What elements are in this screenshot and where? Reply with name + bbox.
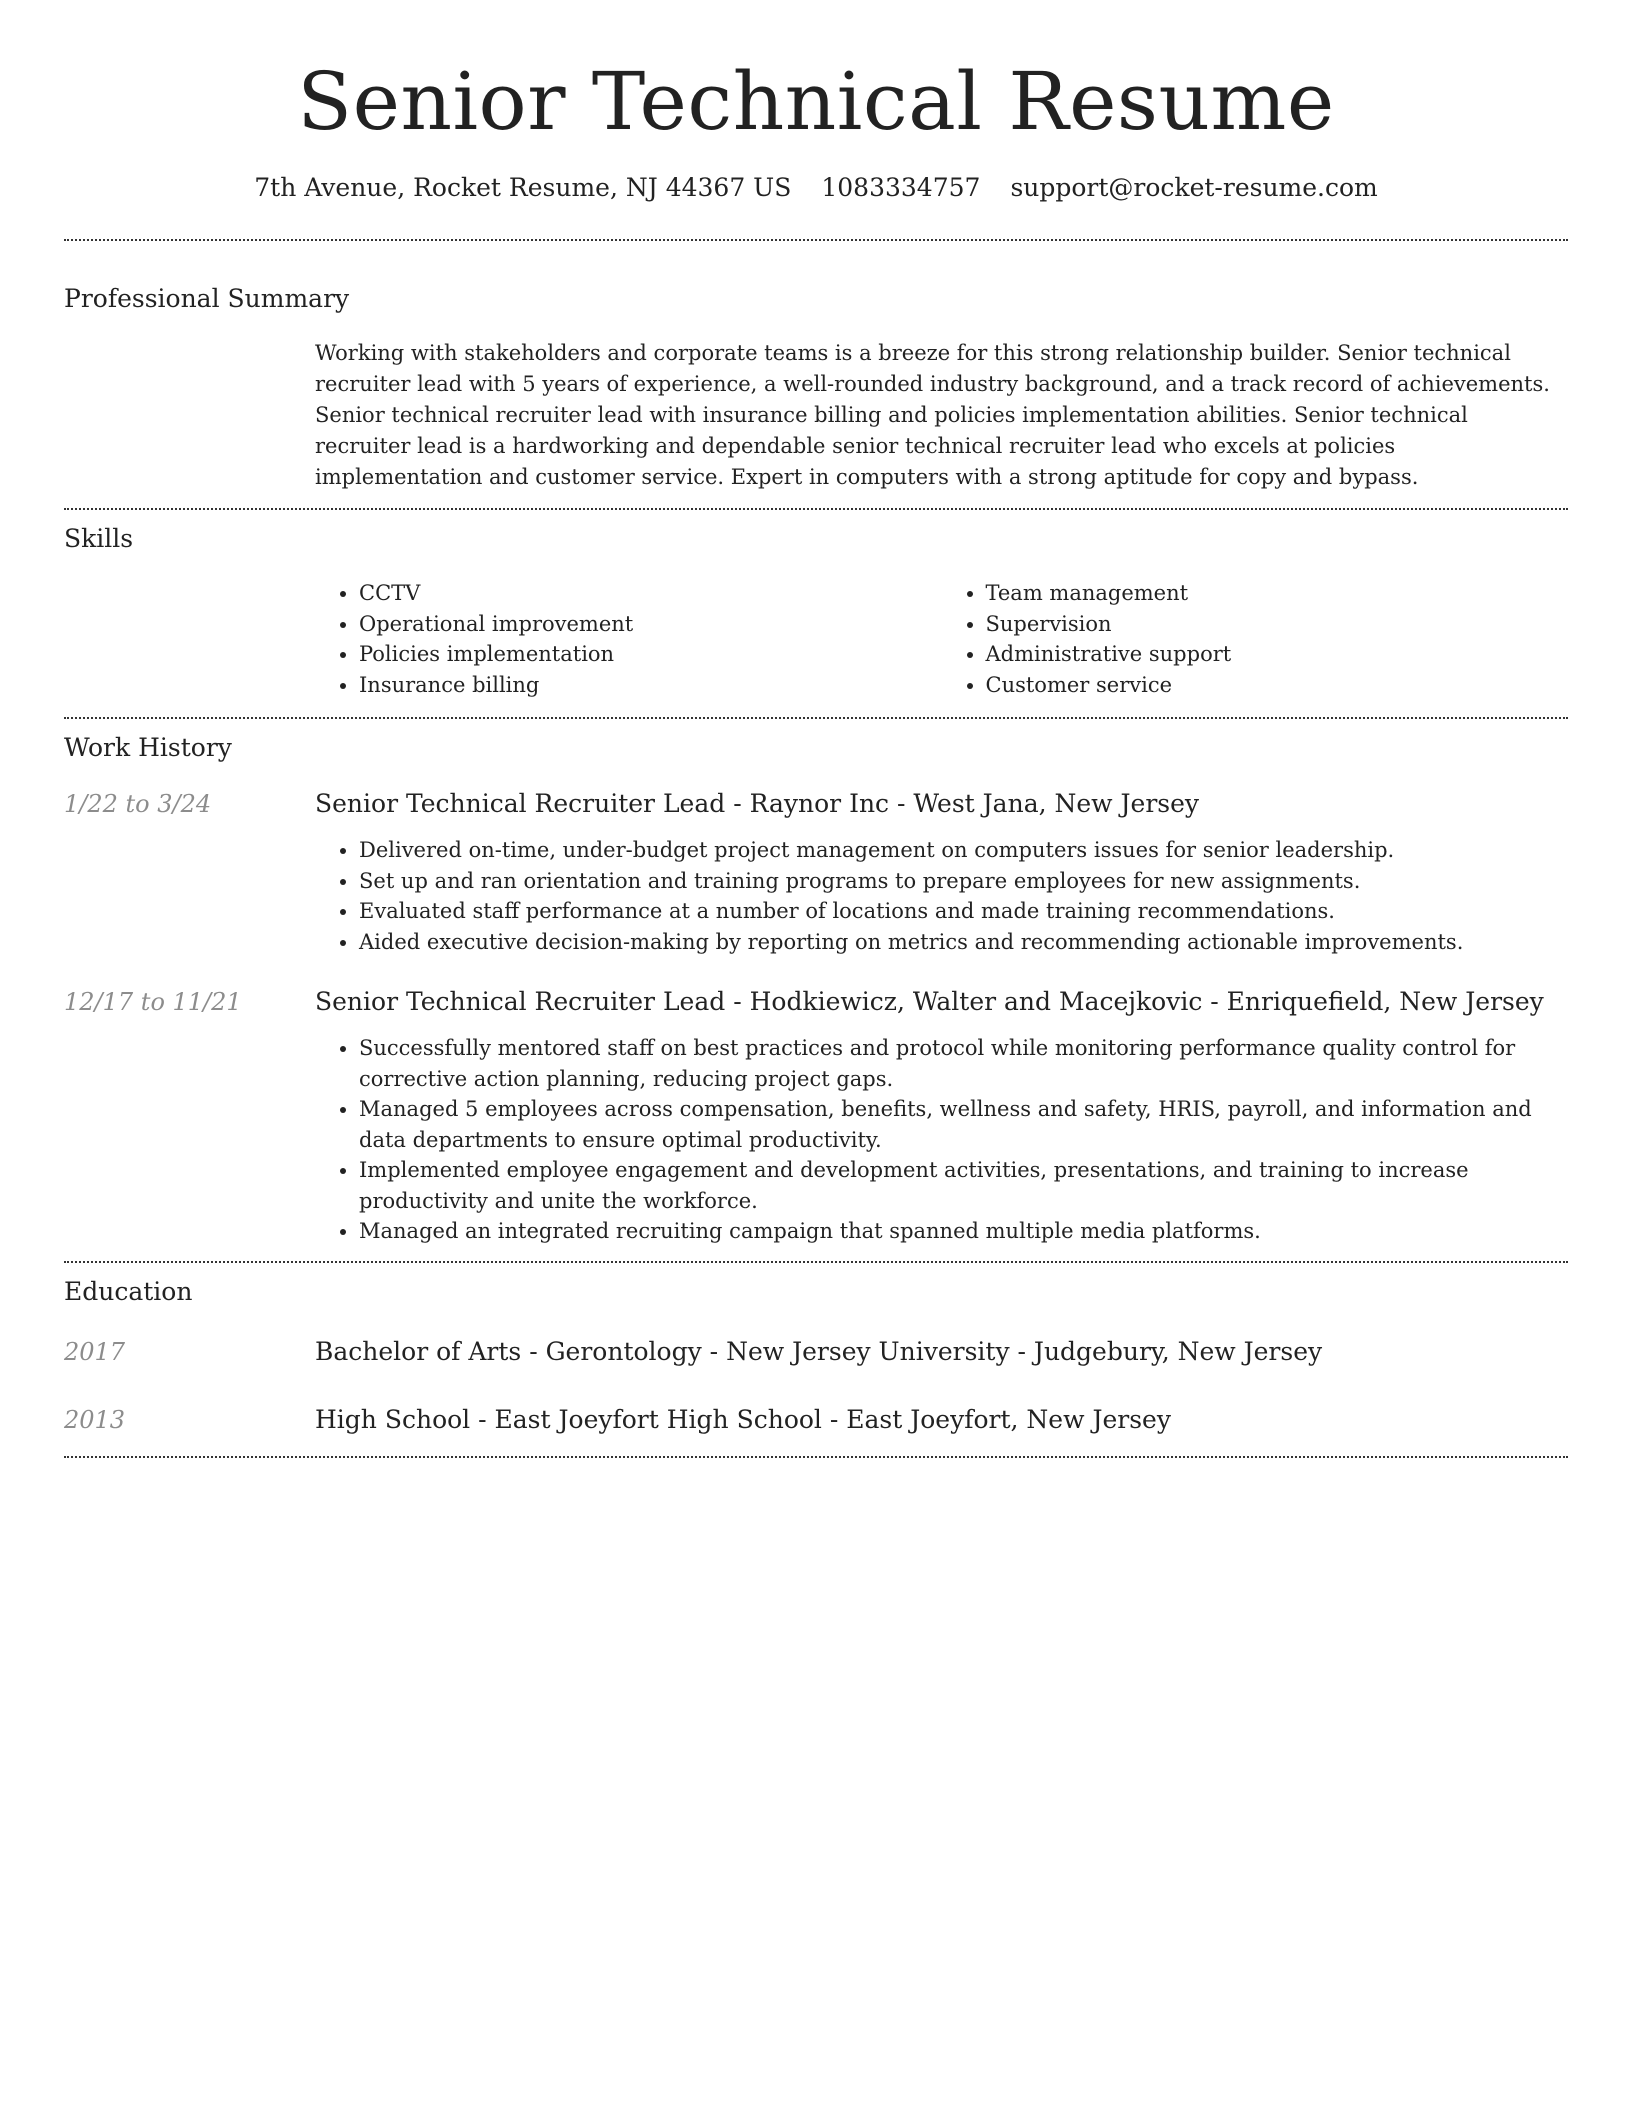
resume-title: Senior Technical Resume [297,55,1335,148]
skill-item: • Insurance billing [359,670,942,701]
education-heading [315,1403,1568,1437]
school-location: - New Jersey University - Judgebury, New Jersey [701,1336,1323,1366]
education-date: 2013 [64,1405,126,1434]
job-details [315,787,1568,957]
school-location: - East Joeyfort High School - East Joeyfort, New Jersey [470,1404,1171,1434]
education-section [64,1275,1568,1437]
section-title: Skills [64,524,134,553]
job-date: 1/22 to 3/24 [64,790,212,818]
divider [64,508,1568,510]
contact-line [64,170,1568,206]
education-date: 2017 [64,1337,126,1366]
section-title: Work History [64,733,232,762]
job-bullet: • Managed an integrated recruiting campaign that spanned multiple media platforms. [359,1216,1568,1247]
education-heading [315,1335,1568,1369]
skills-list-left [315,578,942,700]
divider [64,239,1568,241]
job-bullet: • Managed 5 employees across compensation, benefits, wellness and safety, HRIS, payroll, and information and data departments to ensure optimal productivity. [359,1094,1568,1155]
education-entry [64,1403,1568,1437]
degree: High School [315,1404,471,1434]
job-entry [64,787,1568,957]
education-entry [64,1335,1568,1369]
divider [64,1456,1568,1458]
job-bullet: • Delivered on-time, under-budget project management on computers issues for senior leadership. [359,835,1568,866]
job-heading: Senior Technical Recruiter Lead - Hodkiewicz, Walter and Macejkovic - Enriquefield, New Jersey [315,987,1544,1016]
skill-item: • Team management [986,578,1569,609]
job-heading: Senior Technical Recruiter Lead - Raynor Inc - West Jana, New Jersey [315,789,1200,818]
skill-item: • Administrative support [986,639,1569,670]
skills-section [64,522,1568,700]
skill-item: • Policies implementation [359,639,942,670]
skills-list-right [942,578,1569,700]
skill-item: • Supervision [986,609,1569,640]
skill-item: • CCTV [359,578,942,609]
email: support@rocket-resume.com [1010,173,1378,202]
job-bullet: • Successfully mentored staff on best practices and protocol while monitoring performance quality control for corrective action planning, reducing project gaps. [359,1033,1568,1094]
summary-text: Working with stakeholders and corporate teams is a breeze for this strong relationship builder. Senior technical recruiter lead with 5 years of experience, a well-rounded industry background, and a track record of achievements. Senior technical recruiter lead with insurance billing and policies implementation abilities. Senior technical recruiter lead is a hardworking and dependable senior technical recruiter lead who excels at policies implementation and customer service. Expert in computers with a strong aptitude for copy and bypass. [315,341,1550,489]
degree: Bachelor of Arts - Gerontology [315,1336,702,1366]
divider [64,1261,1568,1263]
section-title: Education [64,1276,193,1306]
job-bullet: • Aided executive decision-making by reporting on metrics and recommending actionable improvements. [359,927,1568,958]
section-title: Professional Summary [64,284,350,313]
skill-item: • Customer service [986,670,1569,701]
job-date: 12/17 to 11/21 [64,988,242,1016]
professional-summary-section [64,282,1568,493]
job-entry [64,985,1568,1261]
job-bullet: • Evaluated staff performance at a number of locations and made training recommendations. [359,896,1568,927]
job-bullet: • Implemented employee engagement and development activities, presentations, and training to increase productivity and unite the workforce. [359,1155,1568,1216]
phone: 1083334757 [821,173,981,202]
work-history-section [64,731,1568,1261]
job-bullets [315,835,1568,957]
job-details [315,985,1568,1261]
job-bullet: • Set up and ran orientation and training programs to prepare employees for new assignments. [359,866,1568,897]
divider [64,717,1568,719]
skill-item: • Operational improvement [359,609,942,640]
skills-grid [315,578,1568,700]
job-bullets [315,1033,1568,1247]
address: 7th Avenue, Rocket Resume, NJ 44367 US [254,173,792,202]
